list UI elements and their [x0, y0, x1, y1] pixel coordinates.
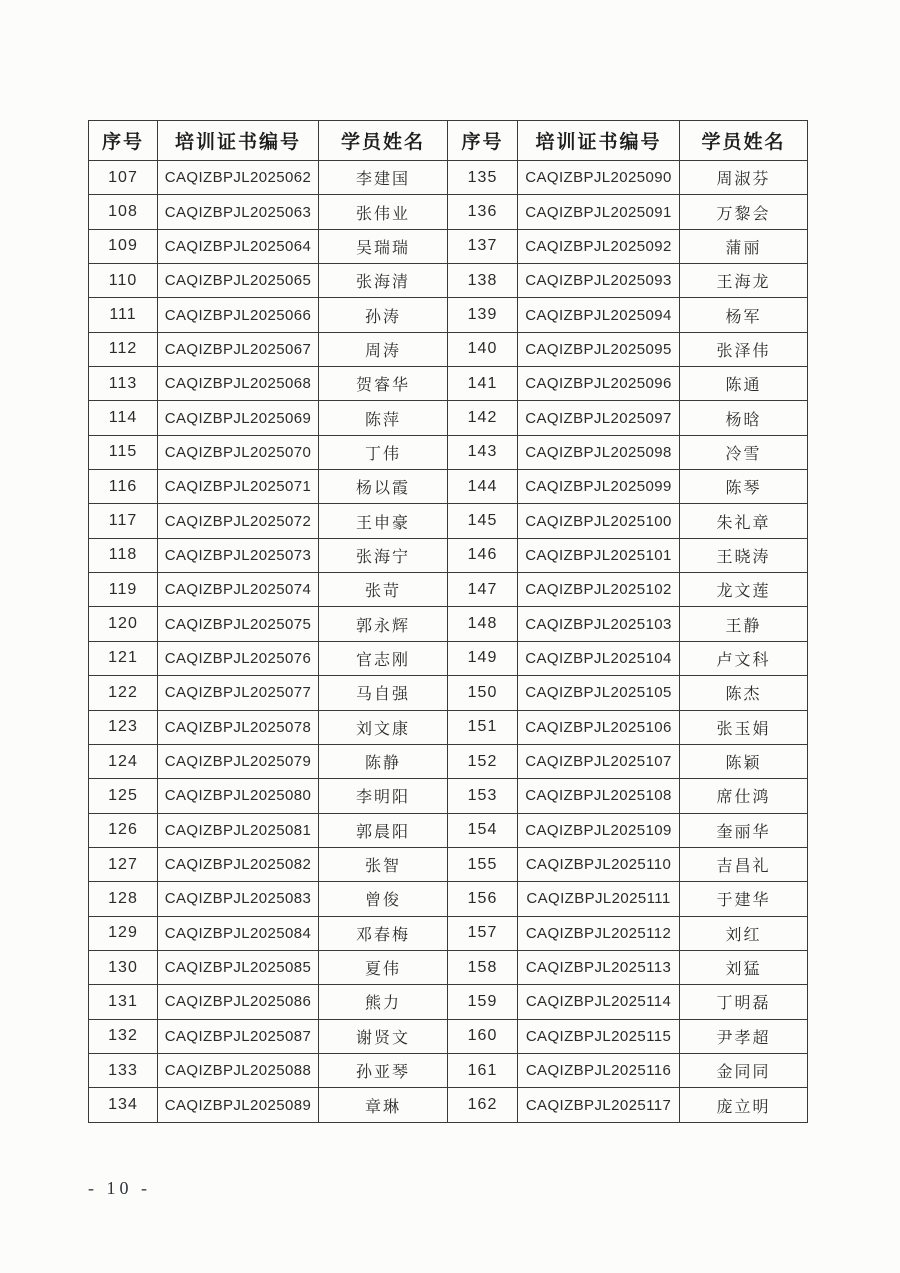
certificate-cell: CAQIZBPJL2025104 — [518, 641, 680, 675]
certificate-cell: CAQIZBPJL2025113 — [518, 950, 680, 984]
name-cell: 陈静 — [319, 744, 448, 778]
name-cell: 陈琴 — [680, 470, 808, 504]
table-row — [89, 195, 808, 229]
serial-cell: 126 — [89, 813, 158, 847]
table-row — [89, 710, 808, 744]
name-cell: 熊力 — [319, 985, 448, 1019]
name-cell: 周淑芬 — [680, 161, 808, 195]
header-serial-right: 序号 — [448, 121, 518, 161]
serial-cell: 142 — [448, 401, 518, 435]
name-cell: 龙文莲 — [680, 573, 808, 607]
name-cell: 王静 — [680, 607, 808, 641]
serial-cell: 108 — [89, 195, 158, 229]
table-row — [89, 916, 808, 950]
name-cell: 丁伟 — [319, 435, 448, 469]
serial-cell: 127 — [89, 847, 158, 881]
certificate-cell: CAQIZBPJL2025100 — [518, 504, 680, 538]
certificate-cell: CAQIZBPJL2025101 — [518, 538, 680, 572]
name-cell: 章琳 — [319, 1088, 448, 1123]
serial-cell: 137 — [448, 229, 518, 263]
serial-cell: 132 — [89, 1019, 158, 1053]
serial-cell: 128 — [89, 882, 158, 916]
certificate-cell: CAQIZBPJL2025103 — [518, 607, 680, 641]
certificate-cell: CAQIZBPJL2025098 — [518, 435, 680, 469]
table-row — [89, 1088, 808, 1123]
serial-cell: 145 — [448, 504, 518, 538]
name-cell: 朱礼章 — [680, 504, 808, 538]
header-name-left: 学员姓名 — [319, 121, 448, 161]
table-row — [89, 607, 808, 641]
name-cell: 贺睿华 — [319, 367, 448, 401]
serial-cell: 121 — [89, 641, 158, 675]
serial-cell: 151 — [448, 710, 518, 744]
table-row — [89, 332, 808, 366]
certificate-cell: CAQIZBPJL2025117 — [518, 1088, 680, 1123]
table-row — [89, 847, 808, 881]
name-cell: 吉昌礼 — [680, 847, 808, 881]
serial-cell: 149 — [448, 641, 518, 675]
serial-cell: 130 — [89, 950, 158, 984]
serial-cell: 114 — [89, 401, 158, 435]
certificate-cell: CAQIZBPJL2025065 — [158, 264, 319, 298]
name-cell: 于建华 — [680, 882, 808, 916]
certificate-cell: CAQIZBPJL2025109 — [518, 813, 680, 847]
table-row — [89, 367, 808, 401]
certificate-cell: CAQIZBPJL2025093 — [518, 264, 680, 298]
serial-cell: 150 — [448, 676, 518, 710]
name-cell: 夏伟 — [319, 950, 448, 984]
serial-cell: 117 — [89, 504, 158, 538]
serial-cell: 110 — [89, 264, 158, 298]
certificate-cell: CAQIZBPJL2025107 — [518, 744, 680, 778]
certificate-cell: CAQIZBPJL2025087 — [158, 1019, 319, 1053]
certificate-cell: CAQIZBPJL2025066 — [158, 298, 319, 332]
certificate-cell: CAQIZBPJL2025111 — [518, 882, 680, 916]
certificate-cell: CAQIZBPJL2025064 — [158, 229, 319, 263]
certificate-cell: CAQIZBPJL2025106 — [518, 710, 680, 744]
certificate-cell: CAQIZBPJL2025085 — [158, 950, 319, 984]
serial-cell: 153 — [448, 779, 518, 813]
serial-cell: 135 — [448, 161, 518, 195]
table-row — [89, 641, 808, 675]
serial-cell: 154 — [448, 813, 518, 847]
name-cell: 陈通 — [680, 367, 808, 401]
certificate-cell: CAQIZBPJL2025088 — [158, 1053, 319, 1087]
name-cell: 刘红 — [680, 916, 808, 950]
serial-cell: 125 — [89, 779, 158, 813]
name-cell: 张智 — [319, 847, 448, 881]
header-cert-left: 培训证书编号 — [158, 121, 319, 161]
certificate-cell: CAQIZBPJL2025116 — [518, 1053, 680, 1087]
certificate-cell: CAQIZBPJL2025094 — [518, 298, 680, 332]
serial-cell: 124 — [89, 744, 158, 778]
certificate-cell: CAQIZBPJL2025105 — [518, 676, 680, 710]
name-cell: 杨以霞 — [319, 470, 448, 504]
serial-cell: 141 — [448, 367, 518, 401]
name-cell: 张海清 — [319, 264, 448, 298]
serial-cell: 136 — [448, 195, 518, 229]
certificate-cell: CAQIZBPJL2025115 — [518, 1019, 680, 1053]
table-row — [89, 950, 808, 984]
certificate-cell: CAQIZBPJL2025076 — [158, 641, 319, 675]
serial-cell: 148 — [448, 607, 518, 641]
name-cell: 郭晨阳 — [319, 813, 448, 847]
serial-cell: 129 — [89, 916, 158, 950]
certificate-cell: CAQIZBPJL2025063 — [158, 195, 319, 229]
certificate-cell: CAQIZBPJL2025096 — [518, 367, 680, 401]
serial-cell: 115 — [89, 435, 158, 469]
table-row — [89, 779, 808, 813]
serial-cell: 140 — [448, 332, 518, 366]
certificate-cell: CAQIZBPJL2025083 — [158, 882, 319, 916]
name-cell: 庞立明 — [680, 1088, 808, 1123]
certificate-cell: CAQIZBPJL2025070 — [158, 435, 319, 469]
serial-cell: 162 — [448, 1088, 518, 1123]
certificate-cell: CAQIZBPJL2025081 — [158, 813, 319, 847]
name-cell: 邓春梅 — [319, 916, 448, 950]
name-cell: 杨军 — [680, 298, 808, 332]
name-cell: 冷雪 — [680, 435, 808, 469]
certificate-cell: CAQIZBPJL2025082 — [158, 847, 319, 881]
certificate-cell: CAQIZBPJL2025092 — [518, 229, 680, 263]
serial-cell: 111 — [89, 298, 158, 332]
certificate-cell: CAQIZBPJL2025077 — [158, 676, 319, 710]
name-cell: 马自强 — [319, 676, 448, 710]
certificate-cell: CAQIZBPJL2025086 — [158, 985, 319, 1019]
certificate-cell: CAQIZBPJL2025097 — [518, 401, 680, 435]
serial-cell: 138 — [448, 264, 518, 298]
table-row — [89, 504, 808, 538]
serial-cell: 157 — [448, 916, 518, 950]
name-cell: 张苛 — [319, 573, 448, 607]
name-cell: 谢贤文 — [319, 1019, 448, 1053]
certificate-cell: CAQIZBPJL2025071 — [158, 470, 319, 504]
name-cell: 奎丽华 — [680, 813, 808, 847]
header-serial-left: 序号 — [89, 121, 158, 161]
table-row — [89, 813, 808, 847]
table-row — [89, 470, 808, 504]
name-cell: 张伟业 — [319, 195, 448, 229]
name-cell: 孙亚琴 — [319, 1053, 448, 1087]
serial-cell: 123 — [89, 710, 158, 744]
name-cell: 蒲丽 — [680, 229, 808, 263]
name-cell: 李建国 — [319, 161, 448, 195]
name-cell: 官志刚 — [319, 641, 448, 675]
certificate-cell: CAQIZBPJL2025080 — [158, 779, 319, 813]
certificate-cell: CAQIZBPJL2025079 — [158, 744, 319, 778]
certificate-cell: CAQIZBPJL2025069 — [158, 401, 319, 435]
table-row — [89, 435, 808, 469]
name-cell: 李明阳 — [319, 779, 448, 813]
serial-cell: 156 — [448, 882, 518, 916]
name-cell: 陈颖 — [680, 744, 808, 778]
serial-cell: 158 — [448, 950, 518, 984]
table-row — [89, 882, 808, 916]
table-row — [89, 229, 808, 263]
certificate-cell: CAQIZBPJL2025110 — [518, 847, 680, 881]
name-cell: 张海宁 — [319, 538, 448, 572]
serial-cell: 159 — [448, 985, 518, 1019]
serial-cell: 119 — [89, 573, 158, 607]
certificate-cell: CAQIZBPJL2025078 — [158, 710, 319, 744]
serial-cell: 144 — [448, 470, 518, 504]
table-row — [89, 538, 808, 572]
serial-cell: 109 — [89, 229, 158, 263]
serial-cell: 146 — [448, 538, 518, 572]
table-row — [89, 1019, 808, 1053]
certificate-cell: CAQIZBPJL2025068 — [158, 367, 319, 401]
table-row — [89, 161, 808, 195]
certificate-cell: CAQIZBPJL2025114 — [518, 985, 680, 1019]
name-cell: 曾俊 — [319, 882, 448, 916]
name-cell: 周涛 — [319, 332, 448, 366]
name-cell: 陈萍 — [319, 401, 448, 435]
serial-cell: 160 — [448, 1019, 518, 1053]
certificate-cell: CAQIZBPJL2025074 — [158, 573, 319, 607]
name-cell: 王海龙 — [680, 264, 808, 298]
serial-cell: 118 — [89, 538, 158, 572]
page-number: - 10 - — [88, 1178, 151, 1198]
certificate-cell: CAQIZBPJL2025072 — [158, 504, 319, 538]
name-cell: 郭永辉 — [319, 607, 448, 641]
name-cell: 孙涛 — [319, 298, 448, 332]
name-cell: 丁明磊 — [680, 985, 808, 1019]
name-cell: 万黎会 — [680, 195, 808, 229]
serial-cell: 107 — [89, 161, 158, 195]
certificate-cell: CAQIZBPJL2025095 — [518, 332, 680, 366]
certificate-cell: CAQIZBPJL2025075 — [158, 607, 319, 641]
certificate-roster-table — [88, 120, 808, 1123]
serial-cell: 112 — [89, 332, 158, 366]
name-cell: 吴瑞瑞 — [319, 229, 448, 263]
table-row — [89, 298, 808, 332]
serial-cell: 113 — [89, 367, 158, 401]
name-cell: 卢文科 — [680, 641, 808, 675]
serial-cell: 134 — [89, 1088, 158, 1123]
header-cert-right: 培训证书编号 — [518, 121, 680, 161]
table-row — [89, 573, 808, 607]
serial-cell: 116 — [89, 470, 158, 504]
name-cell: 尹孝超 — [680, 1019, 808, 1053]
serial-cell: 131 — [89, 985, 158, 1019]
serial-cell: 147 — [448, 573, 518, 607]
certificate-cell: CAQIZBPJL2025112 — [518, 916, 680, 950]
serial-cell: 143 — [448, 435, 518, 469]
serial-cell: 152 — [448, 744, 518, 778]
header-name-right: 学员姓名 — [680, 121, 808, 161]
certificate-cell: CAQIZBPJL2025073 — [158, 538, 319, 572]
name-cell: 刘猛 — [680, 950, 808, 984]
name-cell: 金同同 — [680, 1053, 808, 1087]
name-cell: 张玉娟 — [680, 710, 808, 744]
table-row — [89, 401, 808, 435]
serial-cell: 155 — [448, 847, 518, 881]
serial-cell: 120 — [89, 607, 158, 641]
name-cell: 刘文康 — [319, 710, 448, 744]
header-row — [89, 121, 808, 161]
roster-body — [89, 161, 808, 1123]
certificate-cell: CAQIZBPJL2025090 — [518, 161, 680, 195]
table-row — [89, 1053, 808, 1087]
table-row — [89, 264, 808, 298]
serial-cell: 161 — [448, 1053, 518, 1087]
certificate-cell: CAQIZBPJL2025062 — [158, 161, 319, 195]
name-cell: 王晓涛 — [680, 538, 808, 572]
certificate-cell: CAQIZBPJL2025084 — [158, 916, 319, 950]
table-row — [89, 676, 808, 710]
serial-cell: 122 — [89, 676, 158, 710]
serial-cell: 139 — [448, 298, 518, 332]
certificate-cell: CAQIZBPJL2025089 — [158, 1088, 319, 1123]
name-cell: 王申豪 — [319, 504, 448, 538]
certificate-cell: CAQIZBPJL2025091 — [518, 195, 680, 229]
name-cell: 席仕鸿 — [680, 779, 808, 813]
table-row — [89, 744, 808, 778]
name-cell: 杨晗 — [680, 401, 808, 435]
name-cell: 张泽伟 — [680, 332, 808, 366]
name-cell: 陈杰 — [680, 676, 808, 710]
certificate-cell: CAQIZBPJL2025102 — [518, 573, 680, 607]
table-row — [89, 985, 808, 1019]
certificate-cell: CAQIZBPJL2025108 — [518, 779, 680, 813]
certificate-cell: CAQIZBPJL2025099 — [518, 470, 680, 504]
certificate-cell: CAQIZBPJL2025067 — [158, 332, 319, 366]
serial-cell: 133 — [89, 1053, 158, 1087]
